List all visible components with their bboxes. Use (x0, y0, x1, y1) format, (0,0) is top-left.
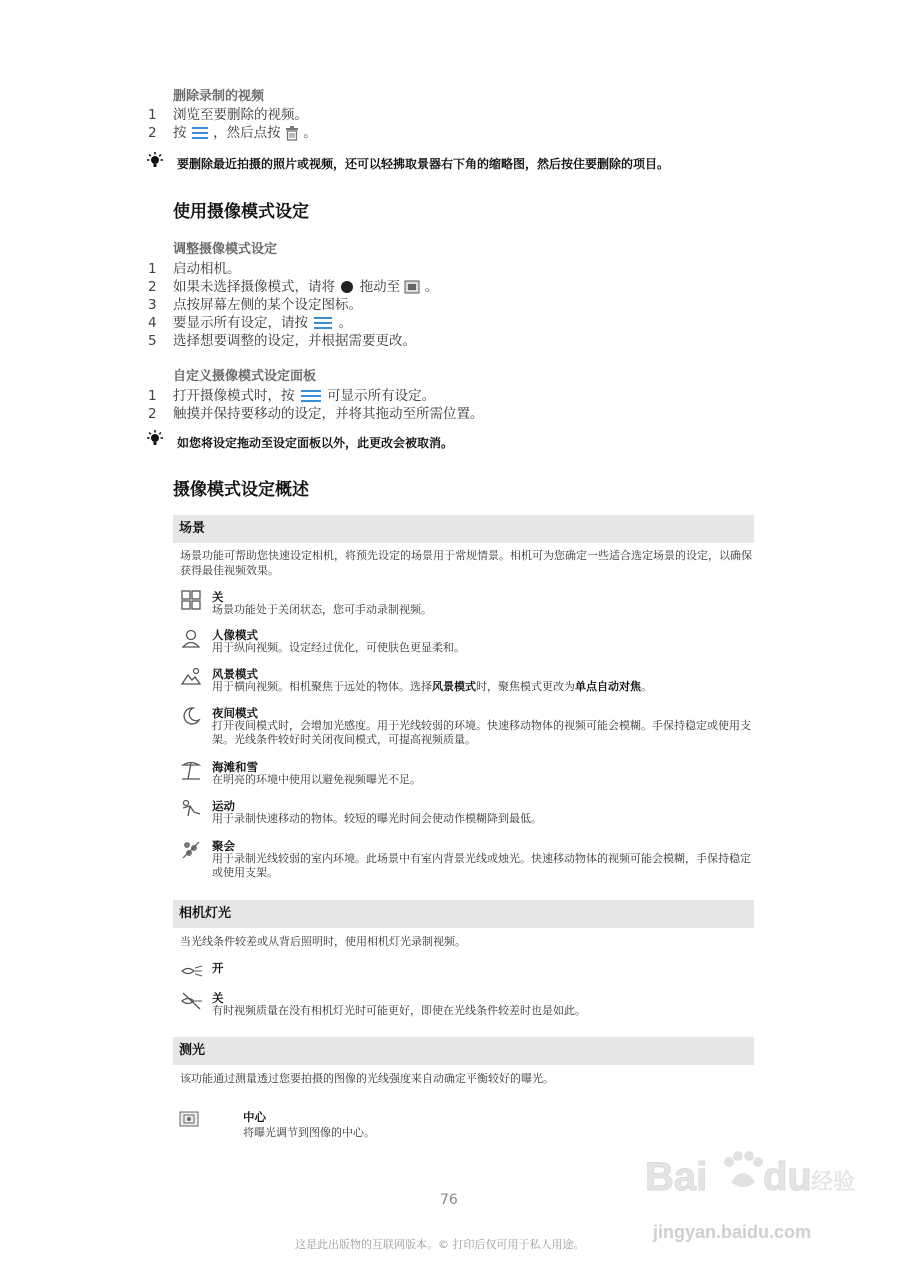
step-number: 5 (148, 333, 157, 349)
svg-text:经验: 经验 (811, 1170, 856, 1195)
item-title: 海滩和雪 (212, 760, 258, 774)
item-description: 将曝光调节到图像的中心。 (243, 1126, 375, 1139)
light-on-icon (180, 960, 202, 982)
single-autofocus-term: 单点自动对焦 (575, 680, 641, 693)
scene-item-sports (180, 798, 754, 828)
step-number: 1 (148, 388, 157, 404)
step-text: 。 (338, 315, 353, 331)
step-text: 选择想要调整的设定，并根据需要更改。 (173, 333, 416, 349)
step-text: 如果未选择摄像模式，请将 (173, 279, 335, 295)
item-description: 有时视频质量在没有相机灯光时可能更好，即使在光线条件较差时也是如此。 (212, 1004, 586, 1017)
tip-text: 如您将设定拖动至设定面板以外，此更改会被取消。 (177, 436, 454, 450)
step-text: 要显示所有设定，请按 (173, 315, 308, 331)
step-text: 打开摄像模式时，按 (173, 388, 295, 404)
menu-icon (191, 126, 209, 140)
step-number: 4 (148, 315, 157, 331)
watermark-url: jingyan.baidu.com (653, 1222, 812, 1242)
step-number: 2 (148, 125, 157, 141)
item-description: 用于录制快速移动的物体。较短的曝光时间会使动作模糊降到最低。 (212, 812, 542, 825)
step-text: 点按屏幕左侧的某个设定图标。 (173, 297, 362, 313)
step-item (148, 314, 748, 332)
step-number: 3 (148, 297, 157, 313)
tip-text: 要删除最近拍摄的照片或视频，还可以轻拂取景器右下角的缩略图，然后按住要删除的项目。 (177, 157, 670, 171)
step-number: 1 (148, 107, 157, 123)
item-title: 聚会 (212, 839, 235, 853)
trash-icon (285, 126, 299, 141)
tip-bulb-icon (146, 152, 164, 168)
step-number: 1 (148, 261, 157, 277)
light-item-on (180, 960, 754, 982)
sports-icon (180, 798, 202, 820)
scene-item-beach-snow (180, 759, 754, 789)
step-item (148, 332, 748, 350)
scene-item-portrait (180, 627, 754, 657)
scene-item-party (180, 838, 754, 884)
menu-icon (299, 388, 323, 404)
shutter-dot-icon (339, 280, 355, 294)
scene-item-landscape (180, 666, 754, 696)
step-text: 浏览至要删除的视频。 (173, 107, 308, 123)
customize-steps (148, 387, 748, 423)
item-description: 时，聚焦模式更改为 (476, 680, 575, 693)
video-mode-icon (404, 280, 420, 294)
item-title: 运动 (212, 799, 235, 813)
step-text: ，然后点按 (213, 125, 281, 141)
step-text: 触摸并保持要移动的设定，并将其拖动至所需位置。 (173, 406, 484, 422)
item-title: 开 (212, 961, 224, 975)
item-title: 关 (212, 991, 224, 1005)
step-item (148, 260, 748, 278)
menu-icon (312, 315, 334, 331)
step-text: 可显示所有设定。 (327, 388, 436, 404)
page-number: 76 (440, 1192, 458, 1208)
item-description: 。 (641, 680, 652, 693)
portrait-icon (180, 627, 202, 649)
svg-text:Bai: Bai (645, 1155, 708, 1199)
step-item (148, 124, 748, 142)
section-heading: 使用摄像模式设定 (173, 202, 309, 222)
item-description: 场景功能处于关闭状态，您可手动录制视频。 (212, 603, 432, 616)
landscape-mode-term: 风景模式 (432, 680, 476, 693)
scene-off-icon (180, 589, 202, 611)
step-number: 2 (148, 406, 157, 422)
item-description: 打开夜间模式时，会增加光感度。用于光线较弱的环境。快速移动物体的视频可能会模糊。手保持稳定或使用支架。光线条件较好时关闭夜间模式，可提高视频质量。 (212, 719, 751, 746)
tip-bulb-icon (146, 430, 164, 446)
step-text: 。 (424, 279, 439, 295)
step-text: 拖动至 (359, 279, 401, 295)
item-description: 用于录制光线较弱的室内环境。此场景中有室内背景光线或烛光。快速移动物体的视频可能会模糊，手保持稳定或使用支架。 (212, 852, 751, 879)
item-title: 风景模式 (212, 667, 258, 681)
item-title: 中心 (243, 1110, 266, 1124)
step-text: 按 (173, 125, 187, 141)
camera-light-description: 当光线条件较差或从背后照明时，使用相机灯光录制视频。 (180, 935, 466, 948)
center-metering-icon (179, 1111, 199, 1127)
metering-bar: 测光 (173, 1037, 754, 1065)
internet-version-notice: 这是此出版物的互联网版本。© 打印后仅可用于私人用途。 (295, 1238, 585, 1251)
svg-text:du: du (763, 1155, 812, 1199)
adjust-settings-title: 调整摄像模式设定 (173, 242, 278, 257)
step-item (148, 296, 748, 314)
step-text: 。 (303, 125, 317, 141)
night-icon (180, 705, 202, 727)
item-title: 夜间模式 (212, 706, 258, 720)
step-item (148, 106, 748, 124)
item-title: 人像模式 (212, 628, 258, 642)
customize-panel-title: 自定义摄像模式设定面板 (173, 369, 317, 384)
light-off-icon (180, 990, 202, 1012)
scene-bar: 场景 (173, 515, 754, 543)
delete-video-title: 删除录制的视频 (173, 89, 265, 104)
baidu-jingyan-watermark (643, 1142, 858, 1217)
scene-description: 场景功能可帮助您快速设定相机，将预先设定的场景用于常规情景。相机可为您确定一些适合选定场景的设定，以确保获得最佳视频效果。 (180, 549, 752, 577)
section-heading: 摄像模式设定概述 (173, 480, 309, 500)
step-number: 2 (148, 279, 157, 295)
step-item (148, 387, 748, 405)
item-description: 在明亮的环境中使用以避免视频曝光不足。 (212, 773, 421, 786)
beach-snow-icon (180, 759, 202, 781)
scene-item-off (180, 589, 754, 619)
party-icon (180, 838, 202, 860)
metering-description: 该功能通过测量透过您要拍摄的图像的光线强度来自动确定平衡较好的曝光。 (180, 1072, 554, 1085)
scene-item-night (180, 705, 754, 751)
landscape-icon (180, 666, 202, 688)
delete-steps (148, 106, 748, 142)
item-title: 关 (212, 590, 224, 604)
item-description: 用于纵向视频。设定经过优化，可使肤色更显柔和。 (212, 641, 465, 654)
item-description: 用于横向视频。相机聚焦于远处的物体。选择 (212, 680, 432, 693)
step-item (148, 405, 748, 423)
adjust-steps (148, 260, 748, 350)
camera-light-bar: 相机灯光 (173, 900, 754, 928)
step-text: 启动相机。 (173, 261, 241, 277)
step-item (148, 278, 748, 296)
light-item-off (180, 990, 754, 1020)
